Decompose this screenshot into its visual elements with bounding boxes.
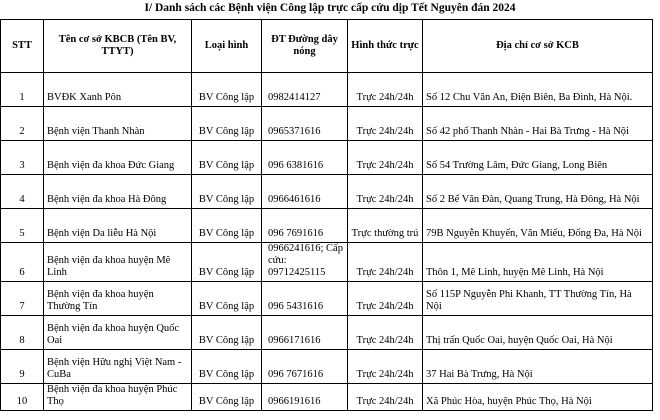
cell-type: BV Công lập bbox=[192, 209, 262, 243]
header-address: Địa chỉ cơ sở KCB bbox=[423, 20, 653, 73]
cell-type: BV Công lập bbox=[192, 107, 262, 141]
header-phone: ĐT Đường dây nóng bbox=[262, 20, 348, 73]
cell-stt: 2 bbox=[1, 107, 44, 141]
cell-type: BV Công lập bbox=[192, 141, 262, 175]
cell-phone: 0966191616 bbox=[262, 384, 348, 411]
cell-address: 79B Nguyễn Khuyến, Văn Miếu, Đống Đa, Hà Nội bbox=[423, 209, 653, 243]
cell-name: Bệnh viện đa khoa huyện Phúc Thọ bbox=[44, 384, 192, 411]
table-header-row bbox=[1, 20, 653, 73]
document-title: I/ Danh sách các Bệnh viện Công lập trực cấp cứu dịp Tết Nguyên đán 2024 bbox=[144, 2, 516, 14]
cell-type: BV Công lập bbox=[192, 384, 262, 411]
cell-phone: 0966461616 bbox=[262, 175, 348, 209]
cell-name: Bệnh viện đa khoa Đức Giang bbox=[44, 141, 192, 175]
cell-type: BV Công lập bbox=[192, 350, 262, 384]
table-row bbox=[1, 282, 653, 316]
cell-address: Số 2 Bế Văn Đàn, Quang Trung, Hà Đông, Hà Nội bbox=[423, 175, 653, 209]
cell-name: Bệnh viện Thanh Nhàn bbox=[44, 107, 192, 141]
cell-address: Số 42 phố Thanh Nhàn - Hai Bà Trưng - Hà Nội bbox=[423, 107, 653, 141]
cell-mode: Trực 24h/24h bbox=[348, 282, 423, 316]
cell-address: Xã Phúc Hòa, huyện Phúc Thọ, Hà Nội bbox=[423, 384, 653, 411]
cell-phone: 0982414127 bbox=[262, 73, 348, 107]
cell-mode: Trực 24h/24h bbox=[348, 73, 423, 107]
cell-name: Bệnh viện đa khoa Hà Đông bbox=[44, 175, 192, 209]
cell-phone: 096 5431616 bbox=[262, 282, 348, 316]
cell-name: Bệnh viện đa khoa huyện Quốc Oai bbox=[44, 316, 192, 350]
cell-address: Thôn 1, Mê Linh, huyện Mê Linh, Hà Nội bbox=[423, 243, 653, 282]
table-row bbox=[1, 141, 653, 175]
cell-mode: Trực 24h/24h bbox=[348, 316, 423, 350]
cell-address: Số 54 Trường Lâm, Đức Giang, Long Biên bbox=[423, 141, 653, 175]
cell-mode: Trực 24h/24h bbox=[348, 243, 423, 282]
cell-stt: 1 bbox=[1, 73, 44, 107]
cell-phone: 0966171616 bbox=[262, 316, 348, 350]
cell-stt: 9 bbox=[1, 350, 44, 384]
cell-stt: 3 bbox=[1, 141, 44, 175]
hospital-table bbox=[0, 19, 653, 411]
cell-type: BV Công lập bbox=[192, 243, 262, 282]
cell-stt: 6 bbox=[1, 243, 44, 282]
cell-stt: 7 bbox=[1, 282, 44, 316]
cell-name: Bệnh viện đa khoa huyện Thường Tín bbox=[44, 282, 192, 316]
cell-phone: 096 7691616 bbox=[262, 209, 348, 243]
header-stt: STT bbox=[1, 20, 44, 73]
cell-name: Bệnh viện Da liễu Hà Nội bbox=[44, 209, 192, 243]
cell-phone: 0965371616 bbox=[262, 107, 348, 141]
cell-mode: Trực 24h/24h bbox=[348, 107, 423, 141]
cell-type: BV Công lập bbox=[192, 73, 262, 107]
cell-stt: 10 bbox=[1, 384, 44, 411]
cell-mode: Trực 24h/24h bbox=[348, 175, 423, 209]
cell-name: Bệnh viện đa khoa huyện Mê Linh bbox=[44, 243, 192, 282]
cell-phone: 0966241616; Cấp cứu: 09712425115 bbox=[262, 243, 348, 282]
cell-phone: 096 7671616 bbox=[262, 350, 348, 384]
cell-type: BV Công lập bbox=[192, 175, 262, 209]
table-row bbox=[1, 209, 653, 243]
cell-type: BV Công lập bbox=[192, 282, 262, 316]
cell-mode: Trực 24h/24h bbox=[348, 350, 423, 384]
cell-mode: Trực 24h/24h bbox=[348, 141, 423, 175]
table-row bbox=[1, 316, 653, 350]
table-row bbox=[1, 350, 653, 384]
table-row bbox=[1, 107, 653, 141]
header-name: Tên cơ sở KBCB (Tên BV, TTYT) bbox=[44, 20, 192, 73]
header-type: Loại hình bbox=[192, 20, 262, 73]
table-row bbox=[1, 73, 653, 107]
table-row bbox=[1, 384, 653, 411]
cell-name: Bệnh viện Hữu nghị Việt Nam - CuBa bbox=[44, 350, 192, 384]
cell-address: Số 12 Chu Văn An, Điện Biên, Ba Đình, Hà Nội. bbox=[423, 73, 653, 107]
cell-stt: 8 bbox=[1, 316, 44, 350]
cell-phone: 096 6381616 bbox=[262, 141, 348, 175]
cell-mode: Trực 24h/24h bbox=[348, 384, 423, 411]
cell-address: Thị trấn Quốc Oai, huyện Quốc Oai, Hà Nội bbox=[423, 316, 653, 350]
table-row bbox=[1, 243, 653, 282]
cell-stt: 5 bbox=[1, 209, 44, 243]
header-mode: Hình thức trực bbox=[348, 20, 423, 73]
cell-name: BVĐK Xanh Pôn bbox=[44, 73, 192, 107]
table-row bbox=[1, 175, 653, 209]
cell-address: 37 Hai Bà Trưng, Hà Nội bbox=[423, 350, 653, 384]
cell-address: Số 115P Nguyễn Phi Khanh, TT Thường Tín, Hà Nội bbox=[423, 282, 653, 316]
cell-type: BV Công lập bbox=[192, 316, 262, 350]
cell-mode: Trực thường trú bbox=[348, 209, 423, 243]
cell-stt: 4 bbox=[1, 175, 44, 209]
